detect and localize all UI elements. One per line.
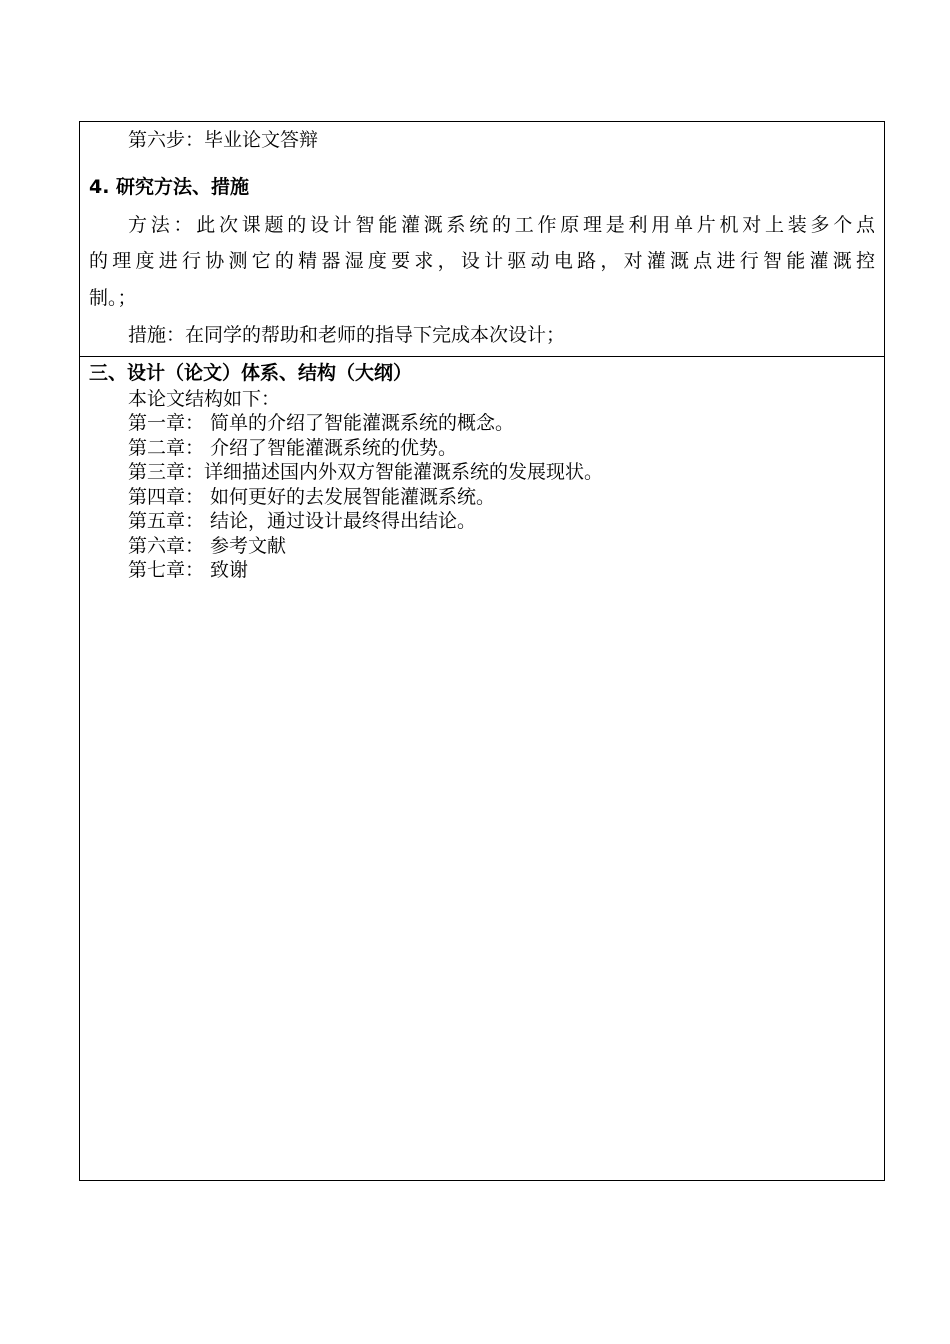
measures-text: 措施：在同学的帮助和老师的指导下完成本次设计；	[128, 324, 566, 346]
section-heading-methods: 4. 研究方法、措施	[89, 176, 250, 198]
outline-intro: 本论文结构如下：	[128, 388, 281, 410]
research-methods-cell	[80, 122, 884, 356]
step-six-text: 第六步：毕业论文答辩	[128, 129, 319, 151]
outline-cell	[80, 357, 884, 1177]
section-heading-outline: 三、设计（论文）体系、结构（大纲）	[89, 362, 413, 384]
list-item: 第三章：详细描述国内外双方智能灌溉系统的发展现状。	[128, 461, 604, 483]
list-item: 第四章： 如何更好的去发展智能灌溉系统。	[128, 486, 496, 508]
list-item: 第一章： 简单的介绍了智能灌溉系统的概念。	[128, 412, 515, 434]
method-line-3: 制。；	[89, 287, 137, 309]
list-item: 第六章： 参考文献	[128, 535, 287, 557]
list-item: 第二章： 介绍了智能灌溉系统的优势。	[128, 437, 458, 459]
method-line-1: 方法：此次课题的设计智能灌溉系统的工作原理是利用单片机对上装多个点	[128, 214, 875, 236]
list-item: 第七章： 致谢	[128, 559, 249, 581]
list-item: 第五章： 结论，通过设计最终得出结论。	[128, 510, 477, 532]
form-table	[79, 121, 885, 1181]
method-line-2: 的理度进行协测它的精器湿度要求，设计驱动电路，对灌溉点进行智能灌溉控	[89, 250, 875, 272]
